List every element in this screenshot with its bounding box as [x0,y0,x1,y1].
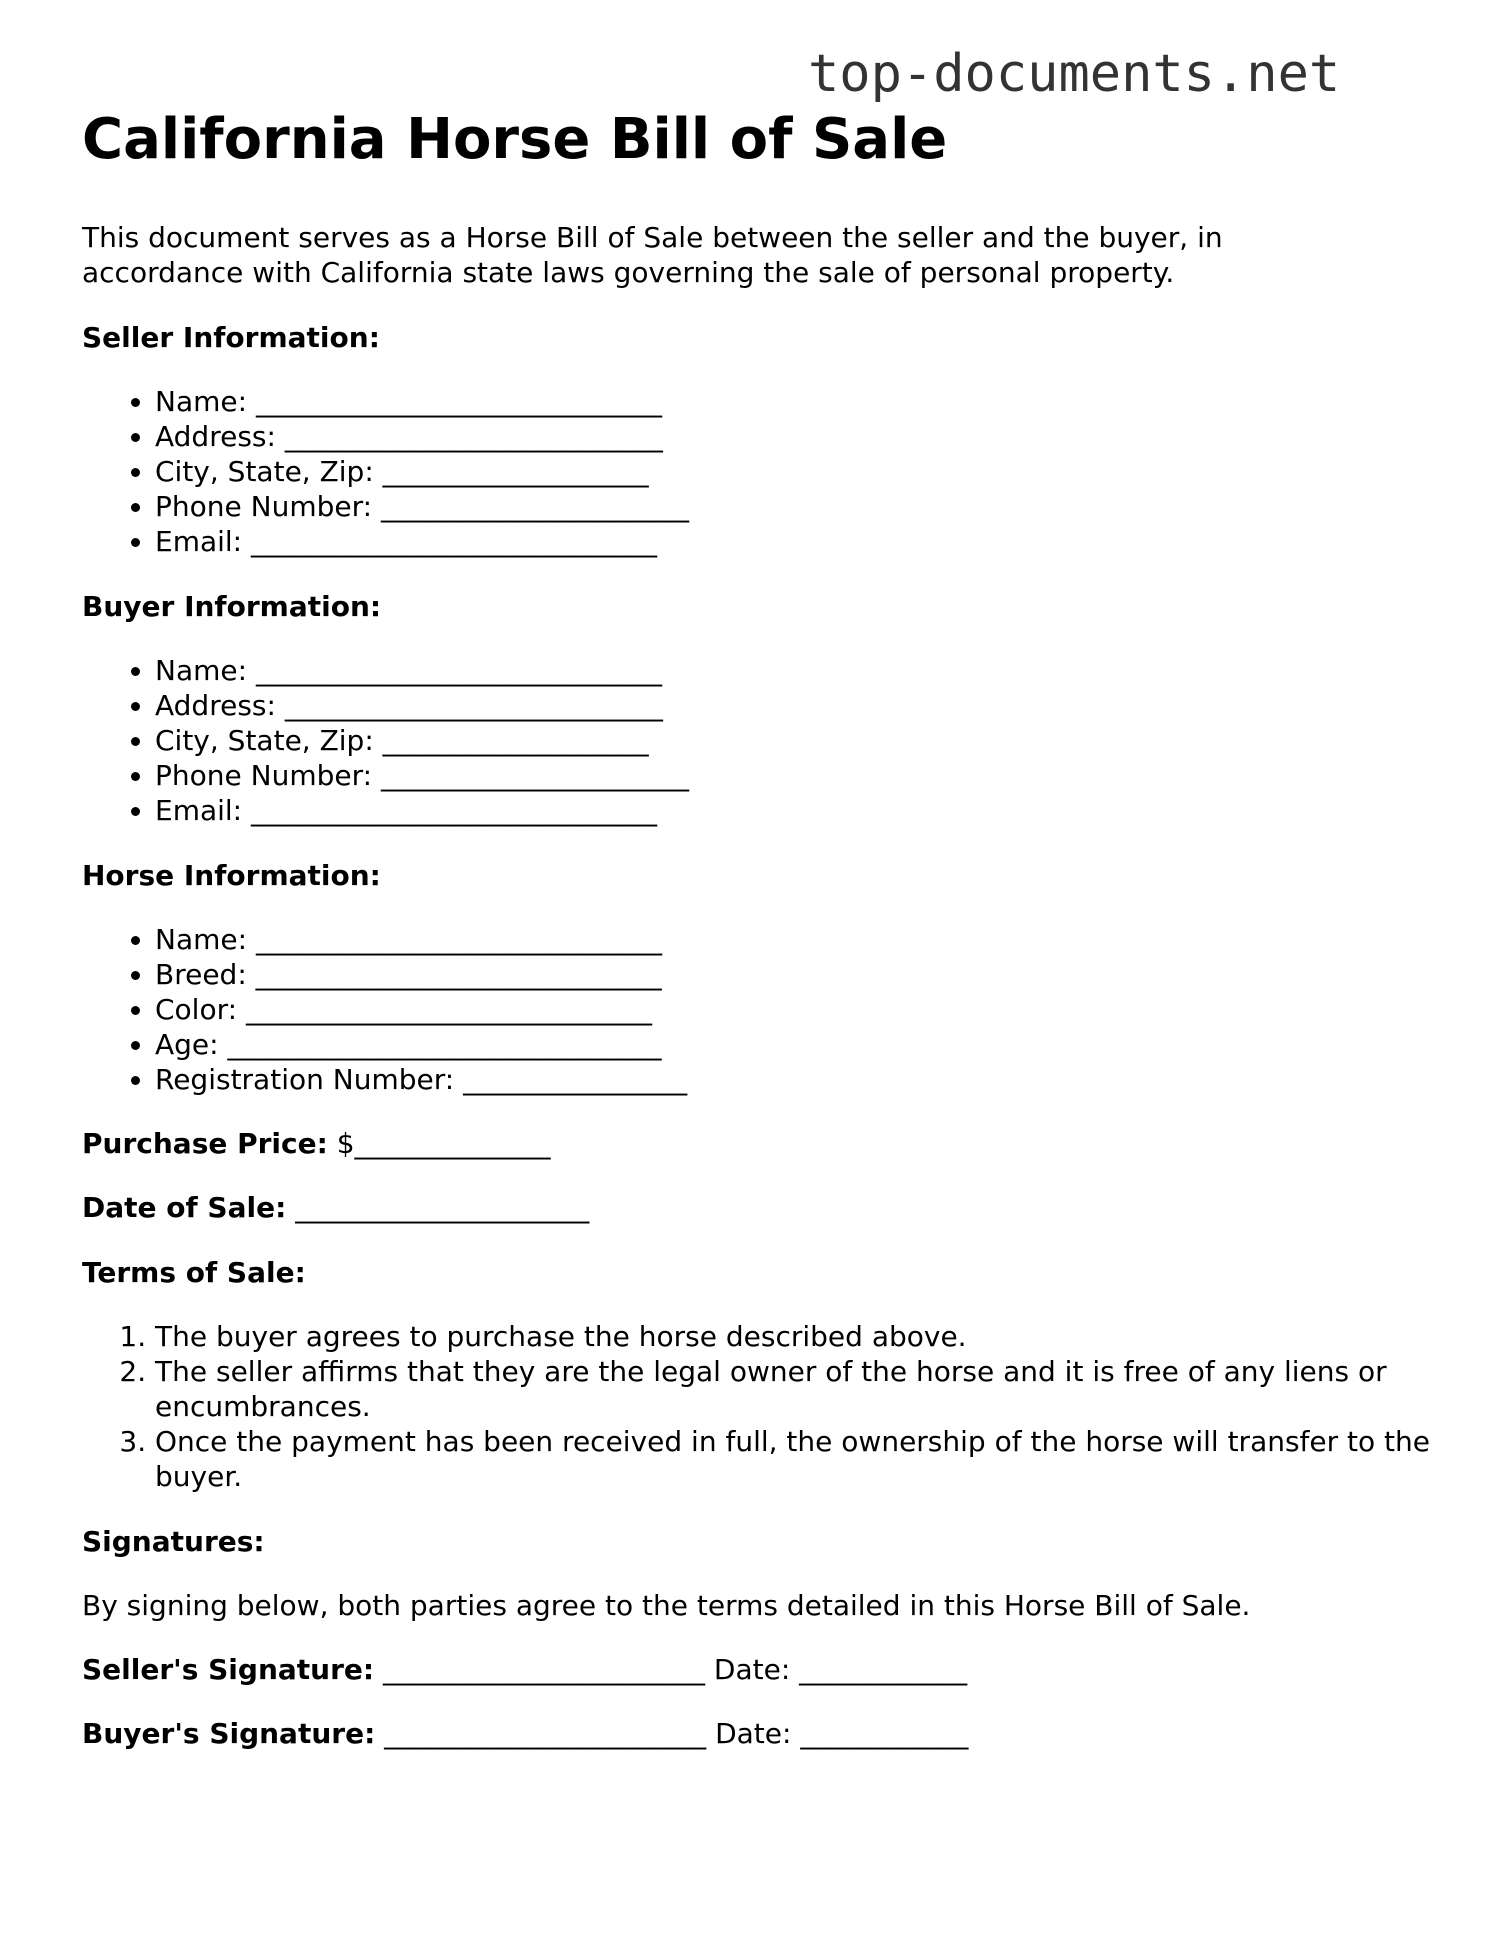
horse-name-field: • Name: _____________________________ [155,922,1422,957]
intro-paragraph: This document serves as a Horse Bill of Sale between the seller and the buyer, in accordance with California state laws governing the sale of personal property. [82,221,1223,289]
seller-name-field: • Name: _____________________________ [155,384,1422,419]
buyer-address-field: • Address: ___________________________ [155,688,1422,723]
horse-age-field: • Age: _______________________________ [155,1027,1422,1062]
horse-heading: Horse Information: [82,859,381,892]
term-item: 3. Once the payment has been received in full, the ownership of the horse will transfer to the buyer. [155,1424,1475,1494]
seller-address-field: • Address: ___________________________ [155,419,1422,454]
date-of-sale-label: Date of Sale: [82,1191,287,1224]
buyer-signature-line [82,1716,1422,1751]
buyer-city-state-zip-field: • City, State, Zip: ___________________ [155,723,1422,758]
buyer-signature-blank: _______________________ Date: ____________ [384,1717,969,1750]
seller-email-field: • Email: _____________________________ [155,524,1422,559]
buyer-heading: Buyer Information: [82,590,382,623]
signatures-heading: Signatures: [82,1525,265,1558]
purchase-price-line [82,1126,1422,1161]
purchase-price-blank: $______________ [336,1127,551,1160]
watermark: top-documents.net [808,44,1341,104]
seller-signature-line [82,1652,1422,1687]
document-title: California Horse Bill of Sale [82,107,948,172]
seller-city-state-zip-field: • City, State, Zip: ___________________ [155,454,1422,489]
signatures-statement: By signing below, both parties agree to the terms detailed in this Horse Bill of Sale. [82,1589,1251,1622]
buyer-signature-label: Buyer's Signature: [82,1717,376,1750]
buyer-name-field: • Name: _____________________________ [155,653,1422,688]
terms-heading: Terms of Sale: [82,1256,306,1289]
date-of-sale-blank: _____________________ [295,1191,590,1224]
horse-fields-list [82,922,1422,1097]
term-item: 1. The buyer agrees to purchase the horse described above. [155,1319,1475,1354]
seller-signature-label: Seller's Signature: [82,1653,375,1686]
seller-signature-blank: _______________________ Date: ____________ [383,1653,968,1686]
seller-phone-field: • Phone Number: ______________________ [155,489,1422,524]
buyer-phone-field: • Phone Number: ______________________ [155,758,1422,793]
seller-heading: Seller Information: [82,321,380,354]
terms-list [82,1319,1475,1494]
horse-registration-field: • Registration Number: ________________ [155,1062,1422,1097]
buyer-email-field: • Email: _____________________________ [155,793,1422,828]
horse-breed-field: • Breed: _____________________________ [155,957,1422,992]
horse-color-field: • Color: _____________________________ [155,992,1422,1027]
buyer-fields-list [82,653,1422,828]
term-item: 2. The seller affirms that they are the legal owner of the horse and it is free of any liens or encumbrances. [155,1354,1475,1424]
purchase-price-label: Purchase Price: [82,1127,328,1160]
seller-fields-list [82,384,1422,559]
document-page [82,100,1431,1751]
date-of-sale-line [82,1190,1422,1225]
